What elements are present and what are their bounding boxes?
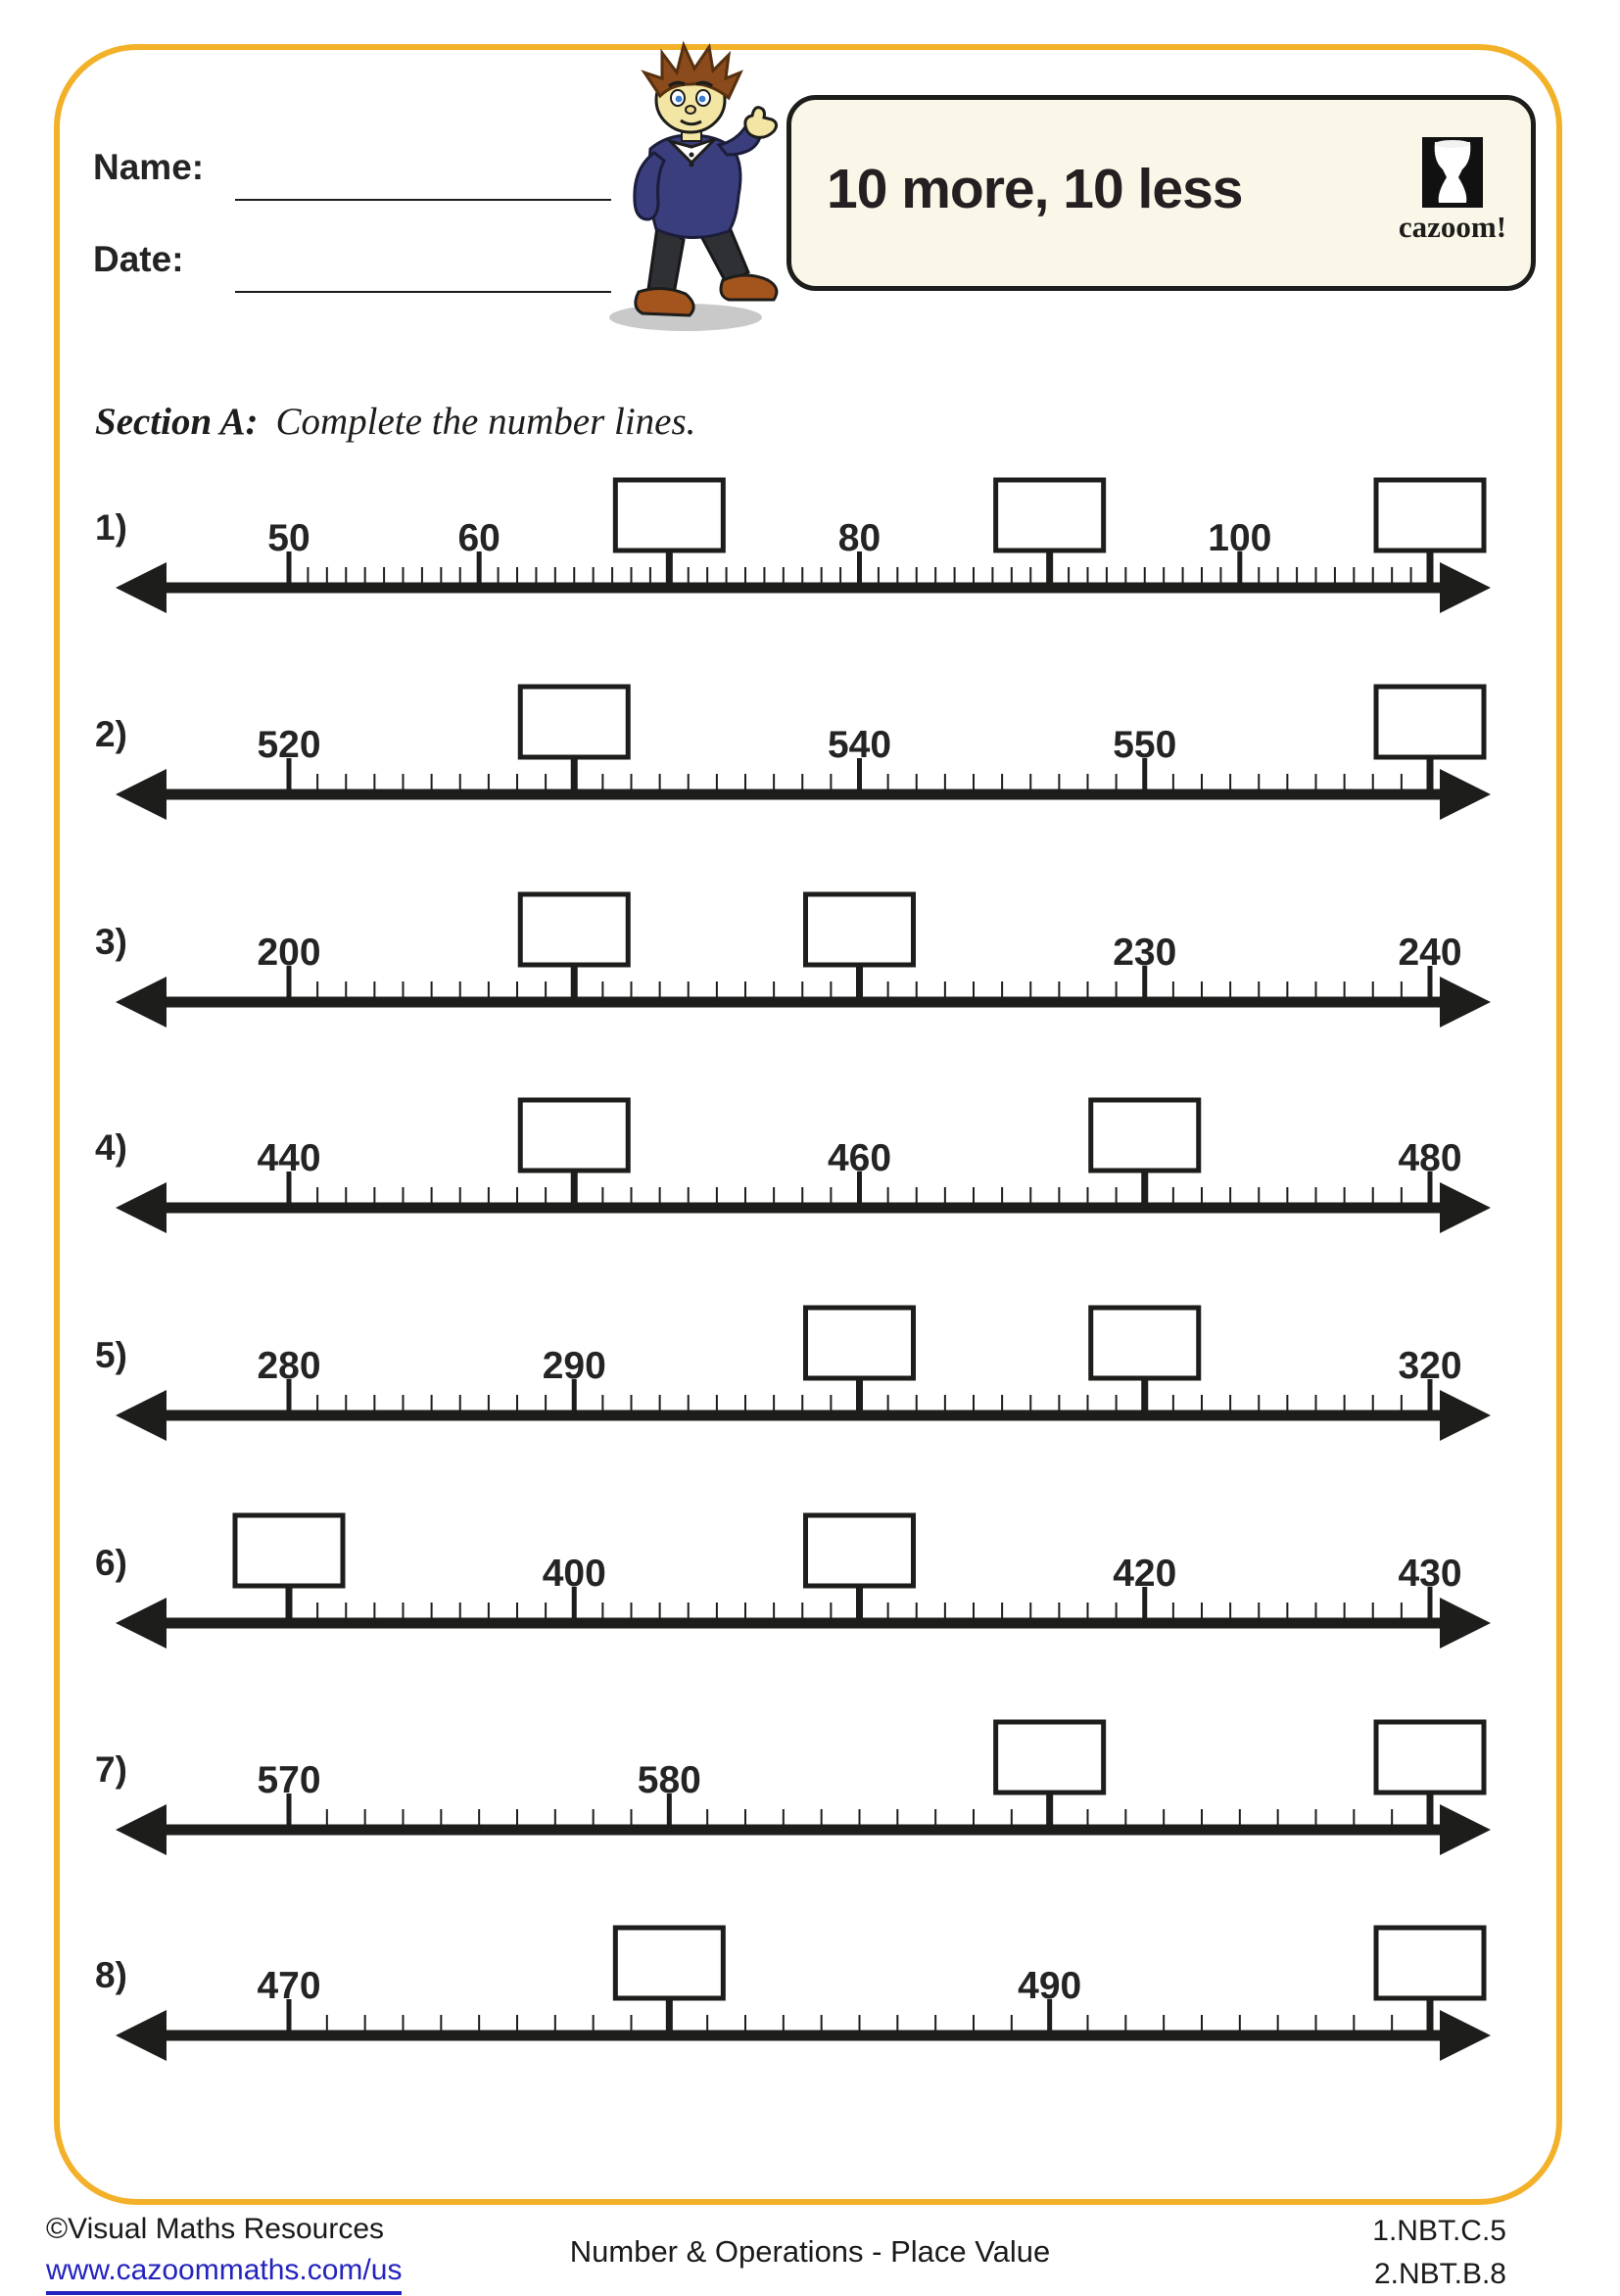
number-line-2 bbox=[98, 647, 1508, 824]
tick-label: 520 bbox=[257, 724, 321, 766]
left-arrowhead-icon bbox=[116, 1804, 167, 1855]
tick-label: 430 bbox=[1398, 1553, 1462, 1595]
tick-label: 80 bbox=[837, 517, 881, 559]
answer-box[interactable] bbox=[615, 480, 723, 550]
footer-website-link[interactable]: www.cazoommaths.com/us bbox=[46, 2251, 402, 2295]
footer-standards bbox=[1372, 2210, 1506, 2296]
tick-label: 60 bbox=[457, 517, 500, 559]
section-a-label: Section A: bbox=[95, 401, 259, 443]
answer-box[interactable] bbox=[520, 1100, 628, 1171]
row-number: 7) bbox=[95, 1749, 127, 1790]
answer-box[interactable] bbox=[806, 1308, 914, 1378]
answer-box[interactable] bbox=[520, 687, 628, 757]
number-line-bar bbox=[157, 583, 1459, 594]
answer-box[interactable] bbox=[996, 480, 1104, 550]
section-a-instruction: Complete the number lines. bbox=[275, 401, 696, 443]
number-line-bar bbox=[157, 1825, 1459, 1836]
thumbs-up-hand bbox=[745, 108, 777, 138]
answer-box[interactable] bbox=[235, 1515, 343, 1586]
tick-label: 420 bbox=[1113, 1553, 1177, 1595]
row-number: 1) bbox=[95, 507, 127, 548]
tick-label: 100 bbox=[1208, 517, 1272, 559]
date-field-line[interactable] bbox=[235, 291, 611, 293]
left-arrowhead-icon bbox=[116, 1390, 167, 1441]
answer-box[interactable] bbox=[1376, 1722, 1484, 1793]
standard-code-2: 2.NBT.B.8 bbox=[1373, 2258, 1506, 2290]
number-line-bar bbox=[157, 1618, 1459, 1629]
right-arrowhead-icon bbox=[1440, 1598, 1491, 1649]
answer-box[interactable] bbox=[1376, 687, 1484, 757]
row-number: 3) bbox=[95, 922, 127, 962]
answer-box[interactable] bbox=[806, 894, 914, 965]
right-arrowhead-icon bbox=[1440, 769, 1491, 820]
standard-code-1: 1.NBT.C.5 bbox=[1372, 2215, 1506, 2247]
number-line-bar bbox=[157, 1203, 1459, 1214]
title-box bbox=[786, 95, 1536, 291]
number-line-7 bbox=[98, 1683, 1508, 1859]
left-arrowhead-icon bbox=[116, 1182, 167, 1233]
row-number: 8) bbox=[95, 1955, 127, 1995]
number-line-8 bbox=[98, 1889, 1508, 2065]
left-arrowhead-icon bbox=[116, 977, 167, 1028]
answer-box[interactable] bbox=[996, 1722, 1104, 1793]
number-line-5 bbox=[98, 1268, 1508, 1445]
left-arrowhead-icon bbox=[116, 769, 167, 820]
right-arrowhead-icon bbox=[1440, 1390, 1491, 1441]
answer-box[interactable] bbox=[615, 1928, 723, 1998]
tick-label: 240 bbox=[1398, 932, 1462, 974]
left-arrowhead-icon bbox=[116, 562, 167, 613]
number-line-6 bbox=[98, 1476, 1508, 1652]
name-label: Name: bbox=[93, 147, 205, 187]
worksheet-title: 10 more, 10 less bbox=[827, 158, 1243, 220]
right-arrowhead-icon bbox=[1440, 1182, 1491, 1233]
tick-label: 540 bbox=[827, 724, 892, 766]
right-arrowhead-icon bbox=[1440, 2010, 1491, 2061]
answer-box[interactable] bbox=[1091, 1100, 1199, 1171]
tick-label: 490 bbox=[1018, 1965, 1082, 2007]
footer-topic: Number & Operations - Place Value bbox=[569, 2234, 1051, 2269]
tick-label: 50 bbox=[267, 517, 310, 559]
number-line-1 bbox=[98, 441, 1508, 617]
row-number: 5) bbox=[95, 1335, 127, 1375]
tick-label: 480 bbox=[1398, 1137, 1462, 1179]
row-number: 4) bbox=[95, 1127, 127, 1168]
answer-box[interactable] bbox=[1091, 1308, 1199, 1378]
number-line-bar bbox=[157, 1411, 1459, 1421]
tick-label: 550 bbox=[1113, 724, 1177, 766]
section-a-heading bbox=[95, 400, 695, 444]
shoe bbox=[636, 288, 693, 315]
right-arrowhead-icon bbox=[1440, 977, 1491, 1028]
number-line-bar bbox=[157, 789, 1459, 800]
right-arrowhead-icon bbox=[1440, 1804, 1491, 1855]
answer-box[interactable] bbox=[1376, 480, 1484, 550]
answer-box[interactable] bbox=[520, 894, 628, 965]
tick-label: 470 bbox=[257, 1965, 321, 2007]
row-number: 6) bbox=[95, 1543, 127, 1583]
left-arrowhead-icon bbox=[116, 1598, 167, 1649]
left-arrowhead-icon bbox=[116, 2010, 167, 2061]
right-arrowhead-icon bbox=[1440, 562, 1491, 613]
cazoom-logo-text: cazoom! bbox=[1398, 210, 1507, 244]
tick-label: 460 bbox=[827, 1137, 892, 1179]
tick-label: 570 bbox=[257, 1759, 321, 1801]
date-label: Date: bbox=[93, 239, 184, 279]
cazoom-logo bbox=[1389, 137, 1516, 245]
shoe bbox=[721, 275, 777, 300]
tick-label: 580 bbox=[637, 1759, 701, 1801]
answer-box[interactable] bbox=[806, 1515, 914, 1586]
footer-copyright: ©Visual Maths Resources bbox=[46, 2213, 385, 2245]
tick-label: 280 bbox=[257, 1345, 321, 1387]
number-line-bar bbox=[157, 997, 1459, 1008]
number-line-3 bbox=[98, 855, 1508, 1031]
tick-label: 440 bbox=[257, 1137, 321, 1179]
number-line-4 bbox=[98, 1061, 1508, 1237]
name-field-line[interactable] bbox=[235, 199, 611, 201]
tick-label: 230 bbox=[1113, 932, 1177, 974]
number-line-bar bbox=[157, 2031, 1459, 2041]
row-number: 2) bbox=[95, 714, 127, 754]
tick-label: 320 bbox=[1398, 1345, 1462, 1387]
tick-label: 400 bbox=[542, 1553, 606, 1595]
answer-box[interactable] bbox=[1376, 1928, 1484, 1998]
student-character-illustration bbox=[580, 39, 795, 338]
tick-label: 200 bbox=[257, 932, 321, 974]
tick-label: 290 bbox=[542, 1345, 606, 1387]
cazoom-drum-icon bbox=[1422, 137, 1483, 208]
